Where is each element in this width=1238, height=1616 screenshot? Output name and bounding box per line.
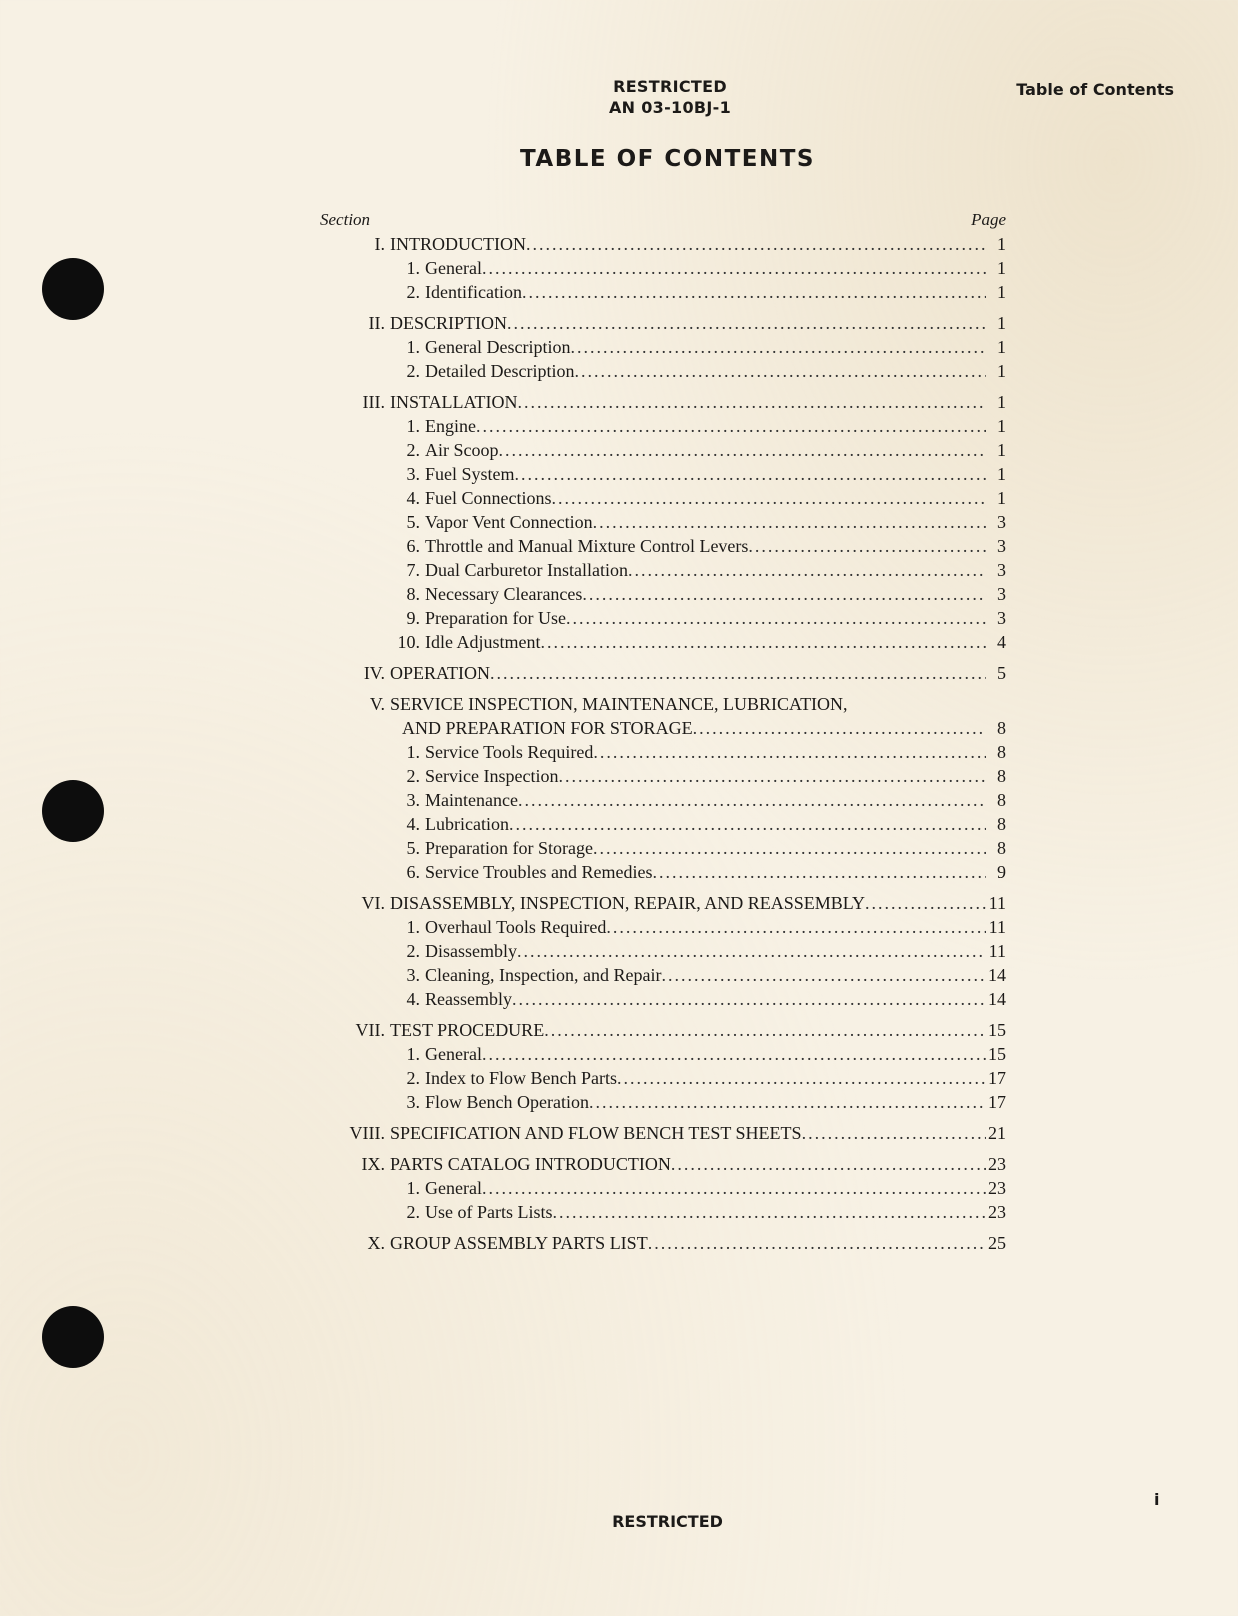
leader-dots <box>648 1233 986 1254</box>
leader-dots <box>518 392 986 413</box>
leader-dots <box>515 464 986 485</box>
subsection-number: 1. <box>406 258 420 278</box>
subsection-number: 5. <box>406 512 420 532</box>
column-headers <box>320 210 1006 234</box>
toc-subsection-entry[interactable] <box>320 512 1006 536</box>
subsection-title: Service Inspection <box>425 766 559 786</box>
subsection-page: 23 <box>988 1178 1006 1198</box>
toc-section-entry[interactable] <box>320 663 1006 687</box>
subsection-page: 3 <box>997 536 1006 556</box>
section-title: GROUP ASSEMBLY PARTS LIST <box>390 1233 648 1253</box>
section-title: SPECIFICATION AND FLOW BENCH TEST SHEETS <box>390 1123 802 1143</box>
section-number: II. <box>368 313 385 333</box>
toc-subsection-entry[interactable] <box>320 464 1006 488</box>
subsection-number: 1. <box>406 337 420 357</box>
leader-dots <box>693 718 986 739</box>
toc-subsection-entry[interactable] <box>320 560 1006 584</box>
toc-section-entry[interactable] <box>320 1020 1006 1044</box>
subsection-number: 3. <box>406 464 420 484</box>
subsection-page: 3 <box>997 608 1006 628</box>
section-title-continued: AND PREPARATION FOR STORAGE <box>402 718 693 738</box>
section-number: V. <box>369 694 385 714</box>
toc-subsection-entry[interactable] <box>320 989 1006 1013</box>
toc-section-entry[interactable] <box>320 1233 1006 1257</box>
document-number: AN 03-10BJ-1 <box>608 98 732 117</box>
subsection-title: Idle Adjustment <box>425 632 541 652</box>
subsection-title: Disassembly <box>425 941 517 961</box>
subsection-page: 8 <box>997 766 1006 786</box>
toc-subsection-entry[interactable] <box>320 361 1006 385</box>
leader-dots <box>509 814 986 835</box>
subsection-title: Index to Flow Bench Parts <box>425 1068 617 1088</box>
toc-section-entry[interactable] <box>320 392 1006 416</box>
toc-subsection-entry[interactable] <box>320 1178 1006 1202</box>
subsection-page: 9 <box>997 862 1006 882</box>
leader-dots <box>526 234 986 255</box>
subsection-title: Necessary Clearances <box>425 584 583 604</box>
section-page: 1 <box>997 234 1006 254</box>
subsection-title: Preparation for Storage <box>425 838 593 858</box>
toc-section-entry-continued[interactable] <box>320 718 1006 742</box>
subsection-title: Detailed Description <box>425 361 575 381</box>
subsection-page: 11 <box>988 917 1006 937</box>
section-column-header: Section <box>320 210 371 229</box>
section-page: 23 <box>988 1154 1006 1174</box>
leader-dots <box>541 632 987 653</box>
leader-dots <box>512 989 986 1010</box>
subsection-title: Maintenance <box>425 790 518 810</box>
leader-dots <box>558 766 986 787</box>
section-page: 1 <box>997 392 1006 412</box>
leader-dots <box>606 917 986 938</box>
subsection-title: General <box>425 1044 482 1064</box>
subsection-number: 5. <box>406 838 420 858</box>
binder-hole-bottom <box>42 1306 104 1368</box>
subsection-title: Lubrication <box>425 814 509 834</box>
subsection-page: 1 <box>997 416 1006 436</box>
toc-entries <box>320 234 1006 1257</box>
subsection-page: 1 <box>997 464 1006 484</box>
toc-section-entry[interactable] <box>320 1123 1006 1147</box>
toc-subsection-entry[interactable] <box>320 258 1006 282</box>
subsection-title: Overhaul Tools Required <box>425 917 607 937</box>
subsection-title: Fuel Connections <box>425 488 552 508</box>
leader-dots <box>482 1044 986 1065</box>
section-title: INSTALLATION <box>390 392 518 412</box>
subsection-page: 14 <box>988 965 1006 985</box>
leader-dots <box>574 361 986 382</box>
leader-dots <box>628 560 986 581</box>
leader-dots <box>593 742 986 763</box>
leader-dots <box>517 941 986 962</box>
toc-section-entry[interactable] <box>320 694 1006 718</box>
subsection-number: 1. <box>406 416 420 436</box>
leader-dots <box>482 258 986 279</box>
leader-dots <box>802 1123 986 1144</box>
subsection-title: Preparation for Use <box>425 608 566 628</box>
leader-dots <box>566 608 986 629</box>
subsection-title: Fuel System <box>425 464 515 484</box>
subsection-number: 2. <box>406 1202 420 1222</box>
subsection-page: 1 <box>997 361 1006 381</box>
subsection-page: 1 <box>997 337 1006 357</box>
subsection-page: 8 <box>997 838 1006 858</box>
section-number: IV. <box>363 663 385 683</box>
subsection-title: Use of Parts Lists <box>425 1202 553 1222</box>
subsection-title: Identification <box>425 282 522 302</box>
page-column-header: Page <box>971 210 1006 229</box>
subsection-title: Service Troubles and Remedies <box>425 862 653 882</box>
toc-subsection-entry[interactable] <box>320 862 1006 886</box>
classification-header: RESTRICTED <box>613 77 727 96</box>
subsection-number: 4. <box>406 814 420 834</box>
subsection-page: 15 <box>988 1044 1006 1064</box>
leader-dots <box>518 790 986 811</box>
section-title: INTRODUCTION <box>390 234 526 254</box>
subsection-number: 2. <box>406 361 420 381</box>
toc-subsection-entry[interactable] <box>320 1202 1006 1226</box>
page-number: i <box>1154 1490 1160 1509</box>
toc-subsection-entry[interactable] <box>320 416 1006 440</box>
subsection-number: 3. <box>406 790 420 810</box>
running-title: Table of Contents <box>1016 80 1174 99</box>
subsection-number: 4. <box>406 488 420 508</box>
toc-subsection-entry[interactable] <box>320 632 1006 656</box>
page-title: TABLE OF CONTENTS <box>520 146 815 172</box>
section-page: 8 <box>997 718 1006 738</box>
subsection-number: 6. <box>406 536 420 556</box>
leader-dots <box>490 663 986 684</box>
toc-subsection-entry[interactable] <box>320 814 1006 838</box>
leader-dots <box>865 893 986 914</box>
classification-footer: RESTRICTED <box>612 1512 723 1531</box>
leader-dots <box>617 1068 986 1089</box>
leader-dots <box>748 536 986 557</box>
subsection-page: 1 <box>997 282 1006 302</box>
toc-subsection-entry[interactable] <box>320 282 1006 306</box>
subsection-number: 4. <box>406 989 420 1009</box>
toc-subsection-entry[interactable] <box>320 608 1006 632</box>
subsection-number: 2. <box>406 1068 420 1088</box>
subsection-page: 4 <box>997 632 1006 652</box>
subsection-number: 3. <box>406 1092 420 1112</box>
binder-hole-middle <box>42 780 104 842</box>
section-title: SERVICE INSPECTION, MAINTENANCE, LUBRICATION, <box>390 694 848 714</box>
section-number: X. <box>367 1233 385 1253</box>
leader-dots <box>582 584 986 605</box>
subsection-number: 2. <box>406 282 420 302</box>
subsection-title: General <box>425 1178 482 1198</box>
toc-section-entry[interactable] <box>320 234 1006 258</box>
subsection-page: 17 <box>988 1092 1006 1112</box>
subsection-page: 1 <box>997 258 1006 278</box>
section-title: DESCRIPTION <box>390 313 508 333</box>
subsection-title: Engine <box>425 416 476 436</box>
binder-hole-top <box>42 258 104 320</box>
subsection-title: Cleaning, Inspection, and Repair <box>425 965 662 985</box>
section-page: 11 <box>988 893 1006 913</box>
subsection-title: General <box>425 258 482 278</box>
toc-subsection-entry[interactable] <box>320 1092 1006 1116</box>
toc-subsection-entry[interactable] <box>320 941 1006 965</box>
subsection-number: 10. <box>397 632 420 652</box>
section-number: III. <box>362 392 385 412</box>
section-page: 21 <box>988 1123 1006 1143</box>
section-page: 5 <box>997 663 1006 683</box>
subsection-page: 1 <box>997 488 1006 508</box>
toc-subsection-entry[interactable] <box>320 1068 1006 1092</box>
subsection-title: Air Scoop <box>425 440 499 460</box>
toc-subsection-entry[interactable] <box>320 488 1006 512</box>
subsection-title: Flow Bench Operation <box>425 1092 589 1112</box>
leader-dots <box>482 1178 986 1199</box>
leader-dots <box>476 416 986 437</box>
toc-subsection-entry[interactable] <box>320 965 1006 989</box>
subsection-number: 6. <box>406 862 420 882</box>
subsection-number: 9. <box>406 608 420 628</box>
subsection-title: Service Tools Required <box>425 742 594 762</box>
subsection-page: 8 <box>997 742 1006 762</box>
subsection-page: 3 <box>997 512 1006 532</box>
subsection-number: 1. <box>406 1044 420 1064</box>
subsection-number: 2. <box>406 941 420 961</box>
subsection-title: Reassembly <box>425 989 512 1009</box>
leader-dots <box>552 488 987 509</box>
subsection-title: Throttle and Manual Mixture Control Levers <box>425 536 749 556</box>
section-number: I. <box>374 234 385 254</box>
subsection-title: Vapor Vent Connection <box>425 512 593 532</box>
subsection-title: Dual Carburetor Installation <box>425 560 628 580</box>
leader-dots <box>671 1154 986 1175</box>
subsection-number: 8. <box>406 584 420 604</box>
section-title: TEST PROCEDURE <box>390 1020 545 1040</box>
subsection-page: 17 <box>988 1068 1006 1088</box>
section-number: VI. <box>361 893 385 913</box>
section-page: 1 <box>997 313 1006 333</box>
toc-subsection-entry[interactable] <box>320 790 1006 814</box>
subsection-page: 1 <box>997 440 1006 460</box>
leader-dots <box>499 440 987 461</box>
section-title: OPERATION <box>390 663 491 683</box>
leader-dots <box>553 1202 987 1223</box>
subsection-page: 3 <box>997 584 1006 604</box>
table-of-contents <box>320 210 1006 1257</box>
subsection-page: 23 <box>988 1202 1006 1222</box>
toc-section-entry[interactable] <box>320 313 1006 337</box>
section-number: IX. <box>361 1154 385 1174</box>
subsection-number: 7. <box>406 560 420 580</box>
toc-subsection-entry[interactable] <box>320 440 1006 464</box>
section-page: 15 <box>988 1020 1006 1040</box>
leader-dots <box>507 313 986 334</box>
subsection-title: General Description <box>425 337 571 357</box>
subsection-number: 1. <box>406 1178 420 1198</box>
section-page: 25 <box>988 1233 1006 1253</box>
section-title: PARTS CATALOG INTRODUCTION <box>390 1154 671 1174</box>
leader-dots <box>522 282 986 303</box>
toc-section-entry[interactable] <box>320 1154 1006 1178</box>
subsection-number: 1. <box>406 917 420 937</box>
section-title: DISASSEMBLY, INSPECTION, REPAIR, AND REASSEMBLY <box>390 893 865 913</box>
toc-subsection-entry[interactable] <box>320 766 1006 790</box>
toc-subsection-entry[interactable] <box>320 337 1006 361</box>
leader-dots <box>589 1092 986 1113</box>
section-number: VIII. <box>349 1123 385 1143</box>
subsection-page: 3 <box>997 560 1006 580</box>
section-number: VII. <box>355 1020 385 1040</box>
leader-dots <box>652 862 986 883</box>
subsection-number: 3. <box>406 965 420 985</box>
toc-section-entry[interactable] <box>320 893 1006 917</box>
leader-dots <box>593 838 986 859</box>
toc-subsection-entry[interactable] <box>320 584 1006 608</box>
toc-subsection-entry[interactable] <box>320 838 1006 862</box>
subsection-page: 11 <box>988 941 1006 961</box>
leader-dots <box>661 965 986 986</box>
toc-subsection-entry[interactable] <box>320 1044 1006 1068</box>
leader-dots <box>544 1020 986 1041</box>
subsection-page: 8 <box>997 814 1006 834</box>
leader-dots <box>593 512 986 533</box>
subsection-page: 8 <box>997 790 1006 810</box>
subsection-number: 1. <box>406 742 420 762</box>
toc-subsection-entry[interactable] <box>320 536 1006 560</box>
toc-subsection-entry[interactable] <box>320 917 1006 941</box>
subsection-number: 2. <box>406 440 420 460</box>
leader-dots <box>570 337 986 358</box>
subsection-page: 14 <box>988 989 1006 1009</box>
subsection-number: 2. <box>406 766 420 786</box>
toc-subsection-entry[interactable] <box>320 742 1006 766</box>
page-header <box>560 76 780 118</box>
